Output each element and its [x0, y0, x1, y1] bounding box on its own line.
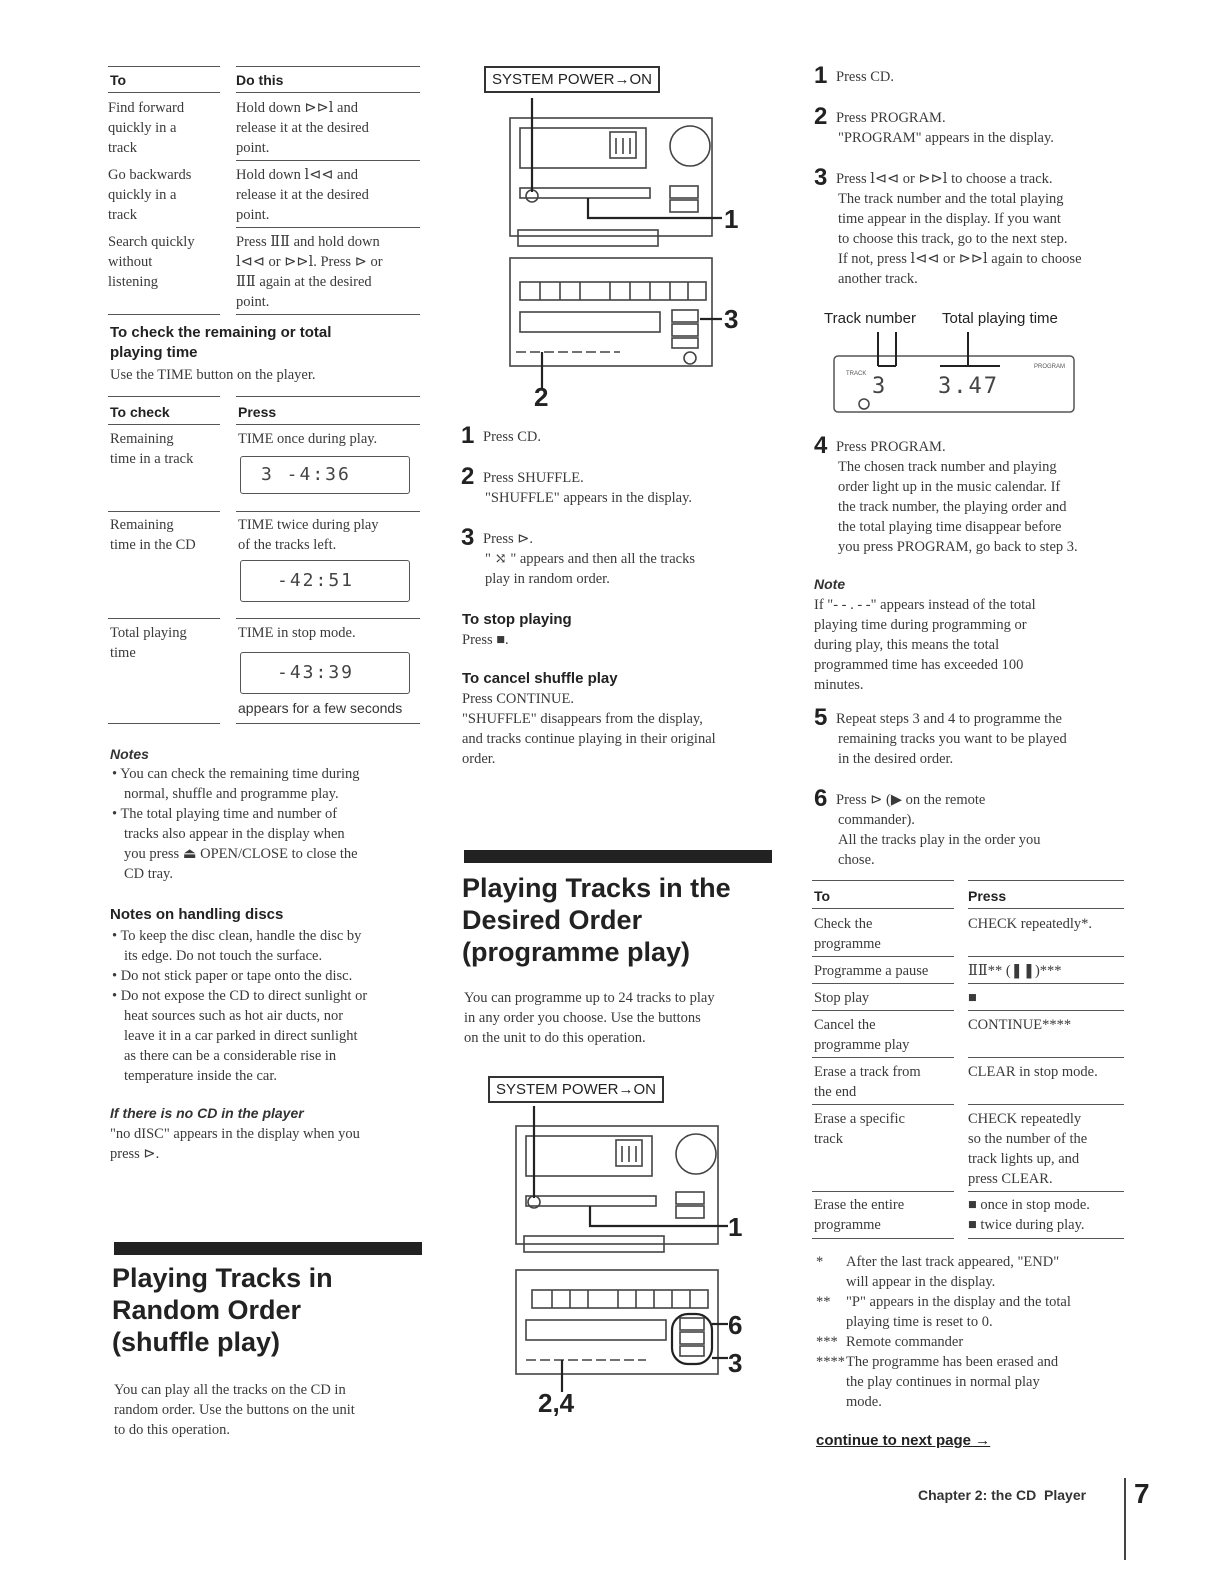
table-row: Remaining time in the CD: [110, 517, 196, 553]
lcd-display-remaining-cd: -42:51: [240, 560, 410, 602]
table-header-to-check: To check: [110, 404, 170, 420]
chapter-footer: Chapter 2: the CD Player: [918, 1487, 1087, 1503]
program-lcd-icon: [820, 308, 1080, 418]
cancel-shuffle-heading: To cancel shuffle play: [462, 670, 618, 687]
callout-1: 1: [724, 204, 739, 234]
stop-heading: To stop playing: [462, 611, 572, 628]
cancel-shuffle-text: Press CONTINUE. "SHUFFLE" disappears from the display, and tracks continue playing in their original order.: [462, 691, 716, 767]
table-cell-press: TIME in stop mode.: [238, 625, 356, 641]
lcd-track-value: 3: [872, 374, 888, 399]
no-cd-text: "no dISC" appears in the display when you press ⊳.: [110, 1126, 360, 1162]
footnote: ** "P" appears in the display and the total playing time is reset to 0.: [816, 1294, 1071, 1330]
callout-6: 6: [728, 1310, 743, 1340]
lcd-footnote: appears for a few seconds: [238, 700, 403, 716]
lcd-track-tag: TRACK: [846, 371, 867, 377]
table-cell-press: CLEAR in stop mode.: [968, 1064, 1098, 1080]
table-row: Erase a specific track: [814, 1111, 905, 1147]
column-1: To Do this Find forward quickly in a track Hold down ⊳⊳ⅼ and release it at the desired point. Go backwards quickly in a track Hold down ⅼ⊲⊲ and release it at the desired point. Search quickly without listening Press ⅡⅡ and hold down ⅼ⊲⊲ or ⊳⊳ⅼ. Press ⊳ or ⅡⅡ again at the desired point. To check the remaining or total playing time Use the TIME button on the player. To check Press Remaining time in a track TIME once during play. 3 -4:36 Remaining time in the CD TIME twice during play of the tracks left. -42:51 Total playing time TIME in stop mode. -43:39 appears for a few seconds Notes • You can check the remaining time during normal, shuffle and programme play. • The total playing time and number of tracks also appear in the display when you press ⏏ OPEN/CLOSE to close the CD tray. Notes on handling discs • To keep the disc clean, handle the disc by its edge. Do not touch the surface. • Do not stick paper or tape onto the disc. • Do not expose the CD to direct sunlight or heat sources such as hot air ducts, nor leave it in a car parked in direct sunlight as there can be a considerable rise in temperature inside the car. If there is no CD in the player "no dISC" appears in the display when you press ⊳. Playing Tracks in Random Order (shuffle play) You can play all the tracks on the CD in random order. Use the buttons on the unit to do this operation.: [108, 60, 428, 1460]
table-cell-press: TIME once during play.: [238, 431, 378, 447]
table-row: Programme a pause: [814, 963, 929, 979]
program-display-figure: [820, 308, 1080, 418]
list-item: • To keep the disc clean, handle the disc by its edge. Do not touch the surface.: [112, 928, 362, 964]
no-cd-heading: If there is no CD in the player: [110, 1105, 304, 1121]
list-item: • You can check the remaining time during normal, shuffle and programme play.: [112, 766, 360, 802]
table-header-to: To: [110, 72, 127, 88]
list-item: • Do not stick paper or tape onto the disc.: [112, 968, 353, 984]
step-1: 1 Press CD.: [814, 62, 895, 89]
stereo-diagram-shuffle: [460, 58, 780, 418]
step-3: 3 Press ⅼ⊲⊲ or ⊳⊳ⅼ to choose a track. The track number and the total playing time appear in the display. If you want to choose this track, go to the next step. If not, press ⅼ⊲⊲ or ⊳⊳ⅼ again to choose another track.: [814, 164, 1082, 287]
check-time-heading: To check the remaining or total playing time: [110, 324, 332, 361]
step-3: 3 Press ⊳. " ⤭ " appears and then all the tracks play in random order.: [461, 524, 695, 587]
table-row: Erase the entire programme: [814, 1197, 905, 1233]
footnotes: [812, 1252, 1132, 1412]
shuffle-steps: [461, 422, 781, 589]
stop-text: Press ■.: [462, 632, 509, 648]
table-row: Cancel the programme play: [814, 1017, 910, 1053]
step-2: 2 Press PROGRAM. "PROGRAM" appears in the display.: [814, 103, 1054, 146]
continue-link[interactable]: continue to next page →: [816, 1432, 991, 1449]
page-number: 7: [1134, 1478, 1150, 1509]
shuffle-section-intro: You can play all the tracks on the CD in random order. Use the buttons on the unit to do this operation.: [114, 1382, 355, 1438]
table-row: Erase a track from the end: [814, 1064, 921, 1100]
notes-heading: Notes: [110, 746, 149, 762]
program-section-title: Playing Tracks in the Desired Order (programme play): [462, 873, 731, 967]
lcd-display-total-time: -43:39: [240, 652, 410, 694]
footnote: *** Remote commander: [816, 1334, 964, 1350]
note-heading: Note: [814, 576, 846, 592]
program-section-intro: You can programme up to 24 tracks to play in any order you choose. Use the buttons on the unit to do this operation.: [464, 990, 715, 1046]
label-track-number: Track number: [824, 310, 916, 327]
system-power-label: SYSTEM POWER→ON: [488, 1076, 664, 1103]
program-steps-c: [814, 704, 1134, 870]
table-cell-press: CONTINUE****: [968, 1017, 1072, 1033]
table-cell-press: ■ once in stop mode. ■ twice during play.: [968, 1197, 1090, 1233]
lcd-program-tag: PROGRAM: [1034, 364, 1066, 370]
table-row: Stop play: [814, 990, 870, 1006]
stereo-diagram-program: [466, 1070, 786, 1430]
table-row: Remaining time in a track: [110, 431, 194, 467]
callout-2-4: 2,4: [538, 1388, 575, 1418]
table-row: Check the programme: [814, 916, 881, 952]
check-time-intro: Use the TIME button on the player.: [110, 367, 316, 383]
lcd-display-remaining-track: 3 -4:36: [240, 456, 410, 494]
list-item: • The total playing time and number of tracks also appear in the display when you press ⏏ OPEN/CLOSE to close the CD tray.: [112, 806, 358, 882]
notes-list: [110, 764, 430, 884]
label-total-playing-time: Total playing time: [942, 310, 1058, 327]
stereo-unit-icon: [460, 58, 780, 418]
footnote: * After the last track appeared, "END" will appear in the display.: [816, 1254, 1060, 1290]
callout-2: 2: [534, 382, 549, 412]
table-cell-press: TIME twice during play of the tracks left.: [238, 517, 379, 553]
callout-3: 3: [724, 304, 739, 334]
table-header-press: Press: [238, 404, 277, 420]
step-6: 6 Press ⊳ (▶ on the remote commander). All the tracks play in the order you chose.: [814, 785, 1041, 868]
program-steps-a: [814, 62, 1134, 289]
list-item: • Do not expose the CD to direct sunlight or heat sources such as hot air ducts, nor leave it in a car parked in direct sunlight as there can be a considerable rise in temperature inside the car.: [112, 988, 368, 1084]
program-steps-b: [814, 432, 1134, 557]
step-2: 2 Press SHUFFLE. "SHUFFLE" appears in the display.: [461, 463, 693, 506]
table-row: Total playing time: [110, 625, 187, 661]
callout-1: 1: [728, 1212, 743, 1242]
shuffle-section-title: Playing Tracks in Random Order (shuffle play): [112, 1263, 333, 1357]
section-bar: [464, 850, 772, 863]
lcd-time-value: 3.47: [938, 374, 999, 399]
system-power-label: SYSTEM POWER→ON: [484, 66, 660, 93]
table-header-press: Press: [968, 888, 1007, 904]
step-5: 5 Repeat steps 3 and 4 to programme the remaining tracks you want to be played in the desired order.: [814, 704, 1067, 767]
footnote: **** The programme has been erased and the play continues in normal play mode.: [816, 1354, 1059, 1410]
handling-discs-heading: Notes on handling discs: [110, 906, 284, 923]
table-cell-press: CHECK repeatedly*.: [968, 916, 1093, 932]
handling-discs-list: [110, 926, 430, 1086]
step-1: 1 Press CD.: [461, 422, 542, 449]
program-table: [812, 880, 1132, 1240]
callout-3: 3: [728, 1348, 743, 1378]
table-cell-press: ■: [968, 990, 977, 1006]
table-header-do-this: Do this: [236, 72, 284, 88]
table-header-to: To: [814, 888, 831, 904]
footer-divider: [1124, 1478, 1126, 1560]
step-4: 4 Press PROGRAM. The chosen track number and playing order light up in the music calendar. If the track number, the playing order and the total playing time disappear before you press PROGRAM, go back to step 3.: [814, 432, 1078, 555]
section-bar: [114, 1242, 422, 1255]
note-text: If "- - . - -" appears instead of the total playing time during programming or during play, this means the total programmed time has exceeded 100 minutes.: [814, 597, 1036, 693]
table-cell-press: ⅡⅡ** (❚❚)***: [968, 963, 1062, 979]
table-cell-press: CHECK repeatedly so the number of the track lights up, and press CLEAR.: [968, 1111, 1088, 1187]
